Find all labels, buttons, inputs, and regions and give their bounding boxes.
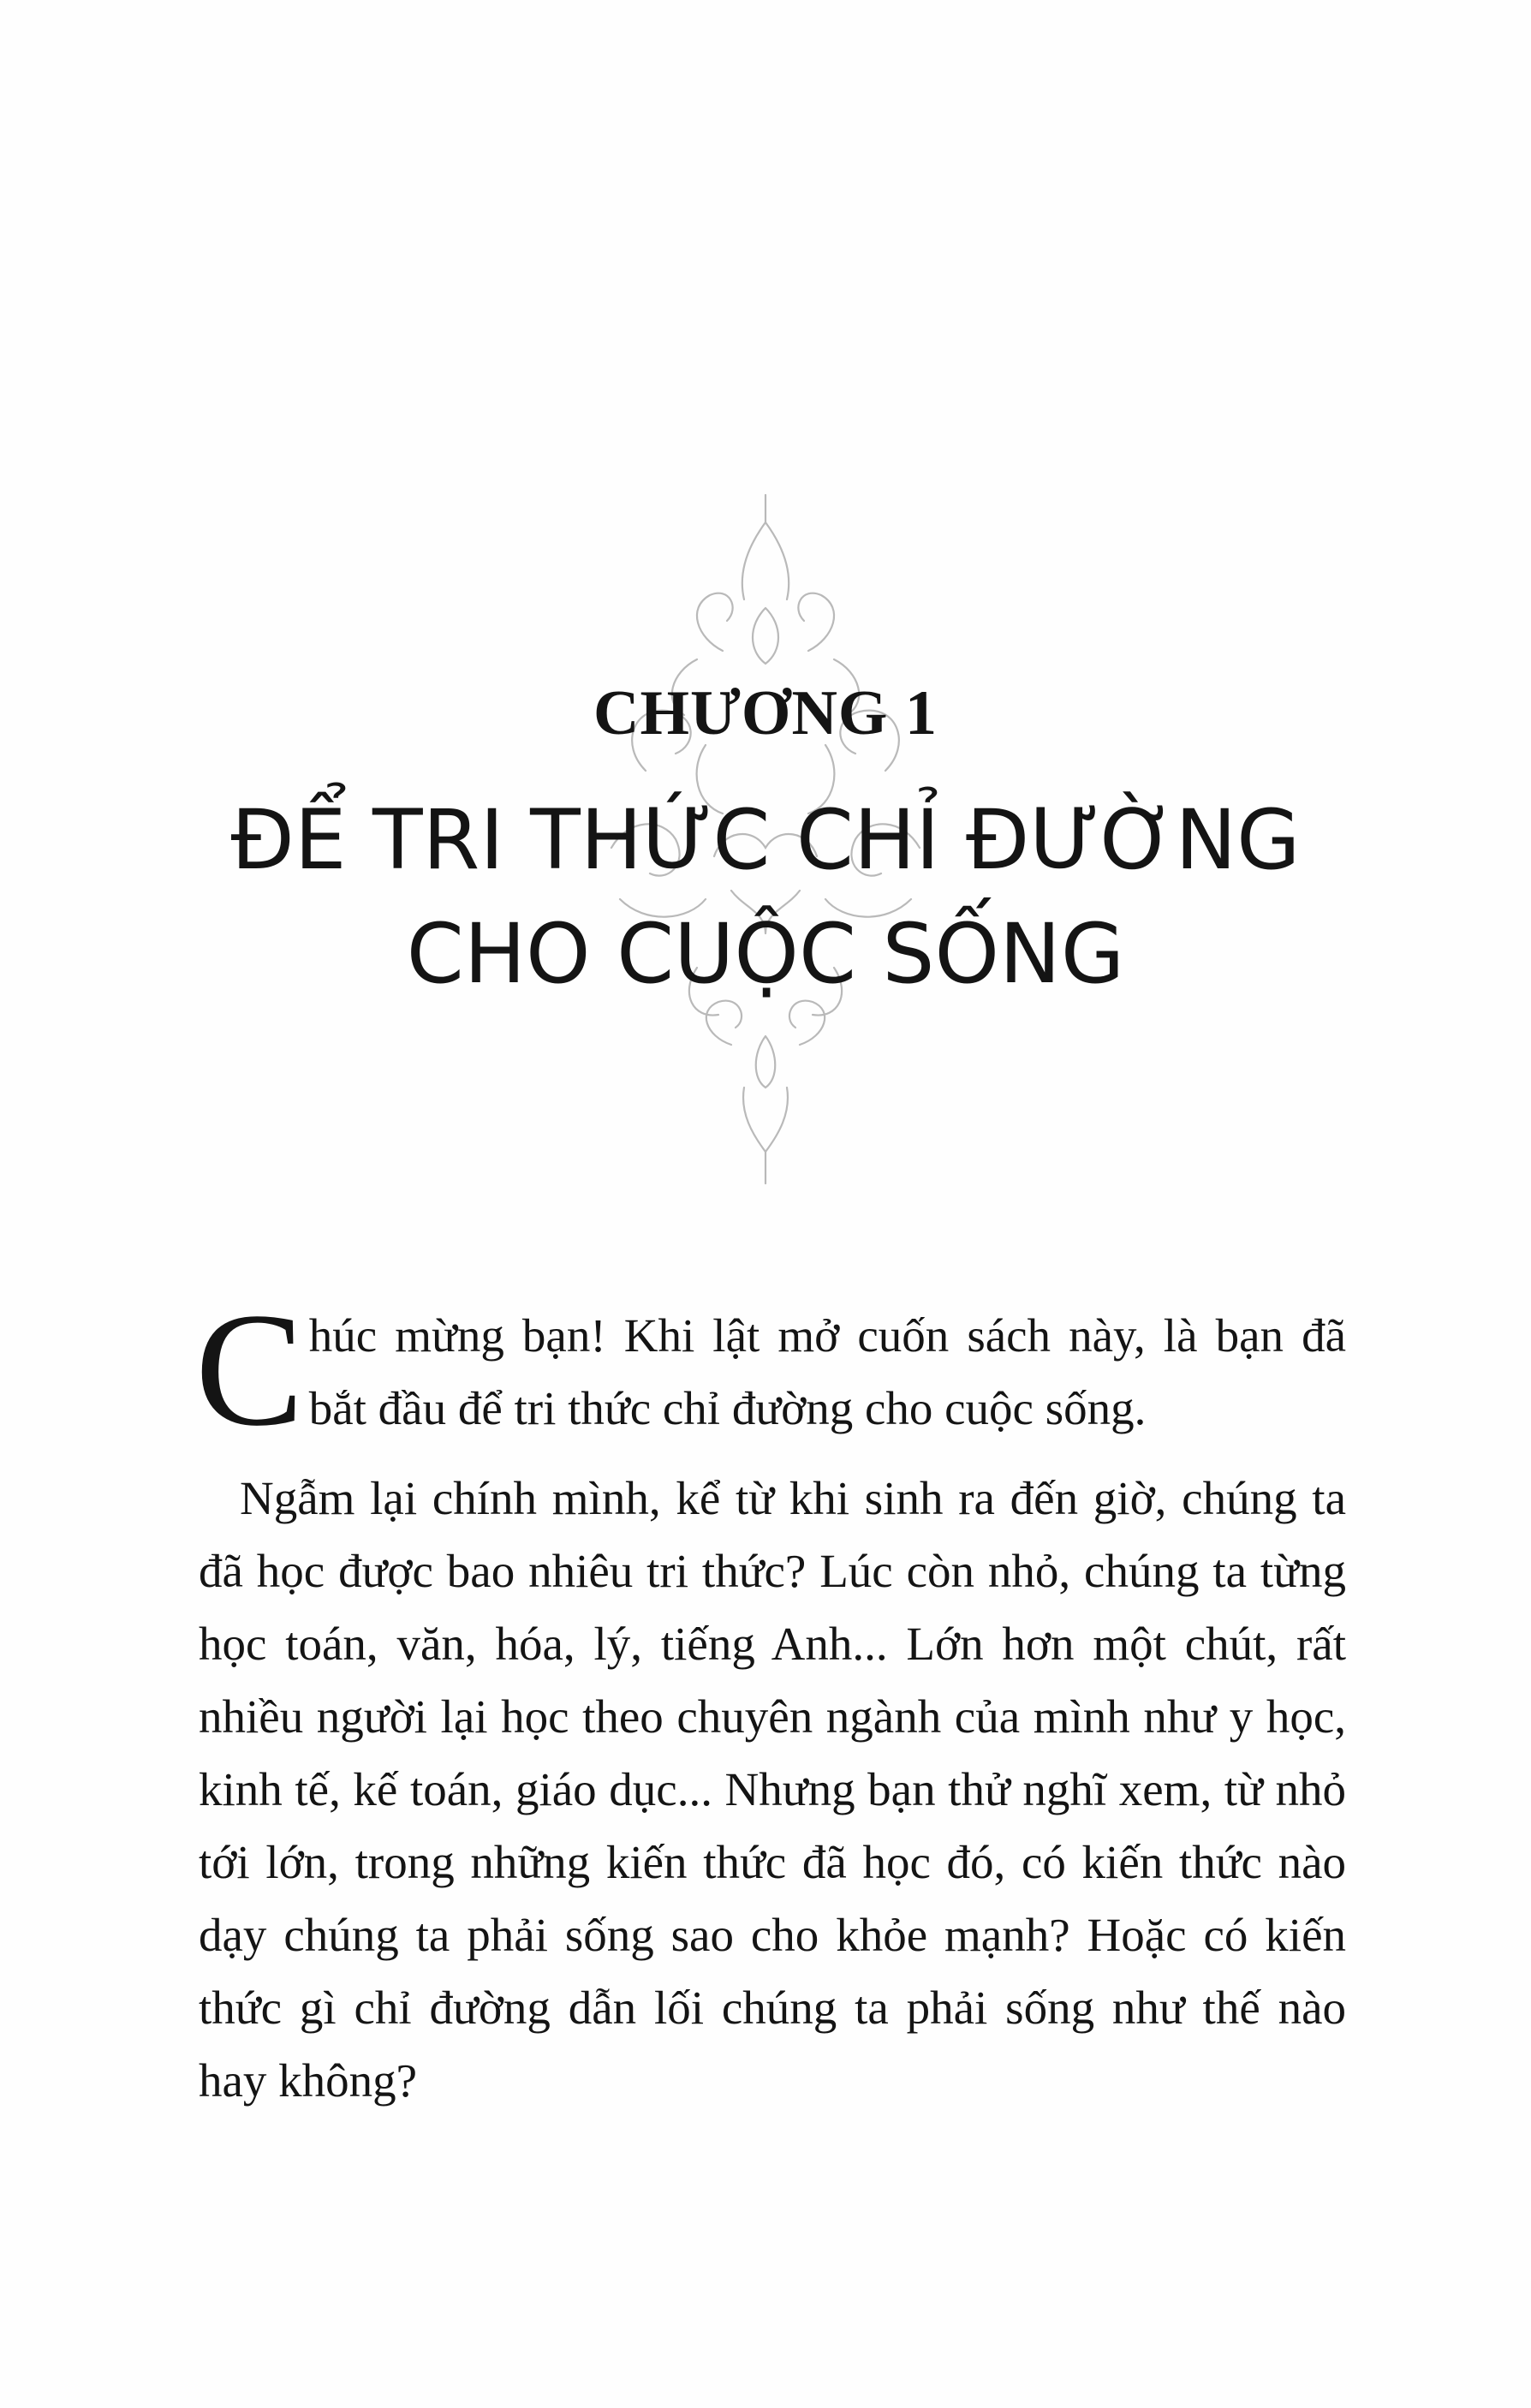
body-text	[195, 1280, 1346, 2117]
paragraph-1-text: húc mừng bạn! Khi lật mở cuốn sách này, là bạn đã bắt đầu để tri thức chỉ đường cho cuộc sống.	[308, 1309, 1346, 1434]
chapter-label: CHƯƠNG 1	[593, 678, 938, 748]
paragraph-1	[195, 1280, 1346, 1460]
paragraph-2: Ngẫm lại chính mình, kể từ khi sinh ra đến giờ, chúng ta đã học được bao nhiêu tri thức? Lúc còn nhỏ, chúng ta từng học toán, văn, hóa, lý, tiếng Anh... Lớn hơn một chút, rất nhiều người lại học theo chuyên ngành của mình như y học, kinh tế, kế toán, giáo dục... Nhưng bạn thử nghĩ xem, từ nhỏ tới lớn, trong những kiến thức đã học đó, có kiến thức nào dạy chúng ta phải sống sao cho khỏe mạnh? Hoặc có kiến thức gì chỉ đường dẫn lối chúng ta phải sống như thế nào hay không?	[199, 1472, 1346, 2107]
drop-cap: C	[195, 1280, 304, 1460]
chapter-title-line-2: CHO CUỘC SỐNG	[406, 906, 1125, 1002]
chapter-title	[0, 784, 1531, 1011]
chapter-title-line-1: ĐỂ TRI THỨC CHỈ ĐƯỜNG	[230, 792, 1301, 888]
